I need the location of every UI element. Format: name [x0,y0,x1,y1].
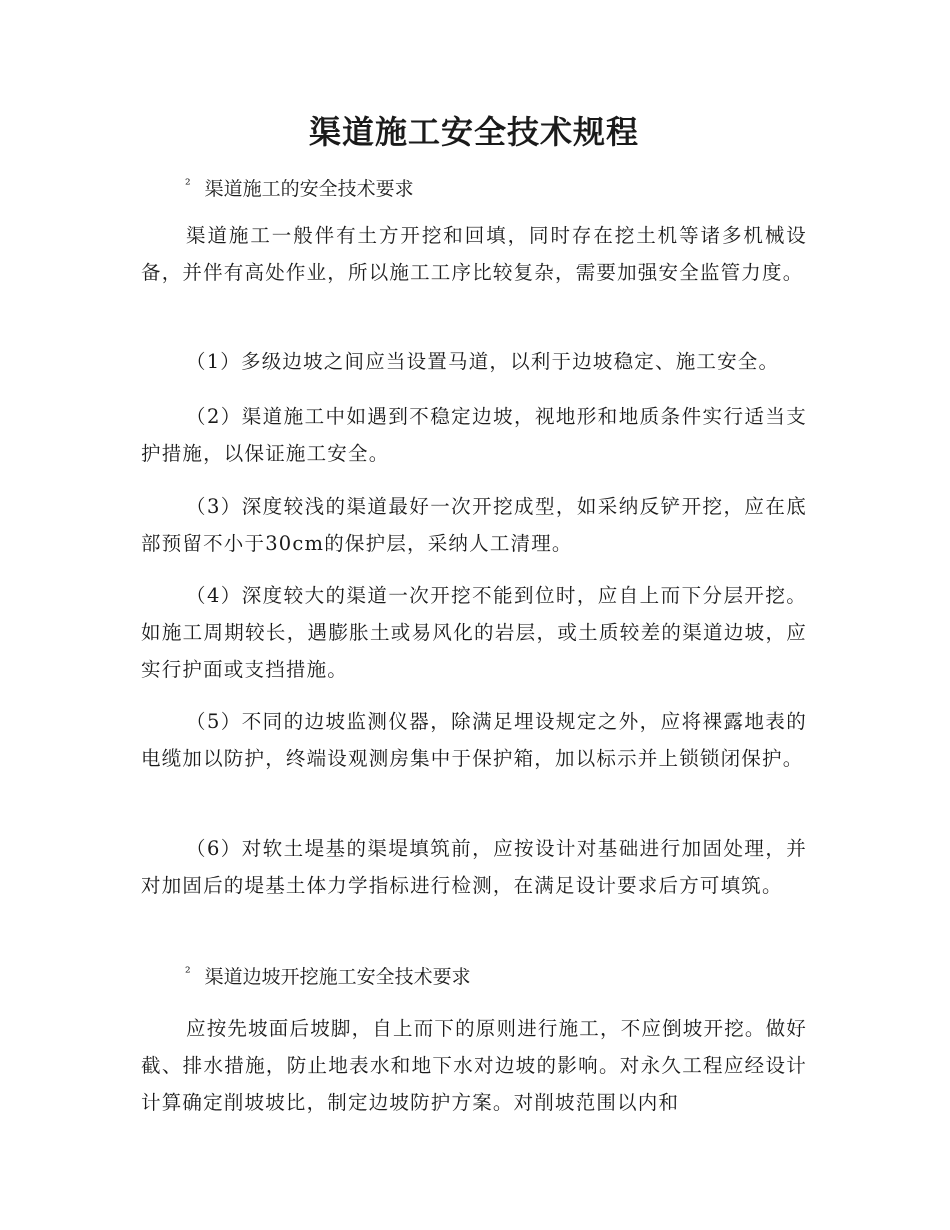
paragraph: 渠道施工一般伴有土方开挖和回填，同时存在挖土机等诸多机械设备，并伴有高处作业，所以施工工序比较复杂，需要加强安全监管力度。 [141,224,807,284]
section-heading-text: 渠道边坡开挖施工安全技术要求 [204,966,471,988]
section-heading [185,170,414,204]
paragraph: （4）深度较大的渠道一次开挖不能到位时，应自上而下分层开挖。如施工周期较长，遇膨胀土或易风化的岩层，或土质较差的渠道边坡，应实行护面或支挡措施。 [141,584,807,681]
paragraph: （6）对软土堤基的渠堤填筑前，应按设计对基础进行加固处理，并对加固后的堤基土体力学指标进行检测，在满足设计要求后方可填筑。 [141,837,807,897]
bullet-mark: ² [185,965,191,981]
paragraph: （3）深度较浅的渠道最好一次开挖成型，如采纳反铲开挖，应在底部预留不小于30cm的保护层，采纳人工清理。 [141,495,807,555]
document-title: 渠道施工安全技术规程 [308,113,639,151]
section-heading [185,958,471,992]
paragraph: （1）多级边坡之间应当设置马道，以利于边坡稳定、施工安全。 [186,350,780,373]
paragraph: 应按先坡面后坡脚，自上而下的原则进行施工，不应倒坡开挖。做好截、排水措施，防止地表水和地下水对边坡的影响。对永久工程应经设计计算确定削坡坡比，制定边坡防护方案。对削坡范围以内和 [141,1017,808,1114]
bullet-mark: ² [185,177,191,193]
section-heading-text: 渠道施工的安全技术要求 [204,178,414,200]
paragraph: （2）渠道施工中如遇到不稳定边坡，视地形和地质条件实行适当支护措施，以保证施工安全。 [141,405,807,465]
paragraph: （5）不同的边坡监测仪器，除满足埋设规定之外，应将裸露地表的电缆加以防护，终端设观测房集中于保护箱，加以标示并上锁锁闭保护。 [141,710,807,770]
